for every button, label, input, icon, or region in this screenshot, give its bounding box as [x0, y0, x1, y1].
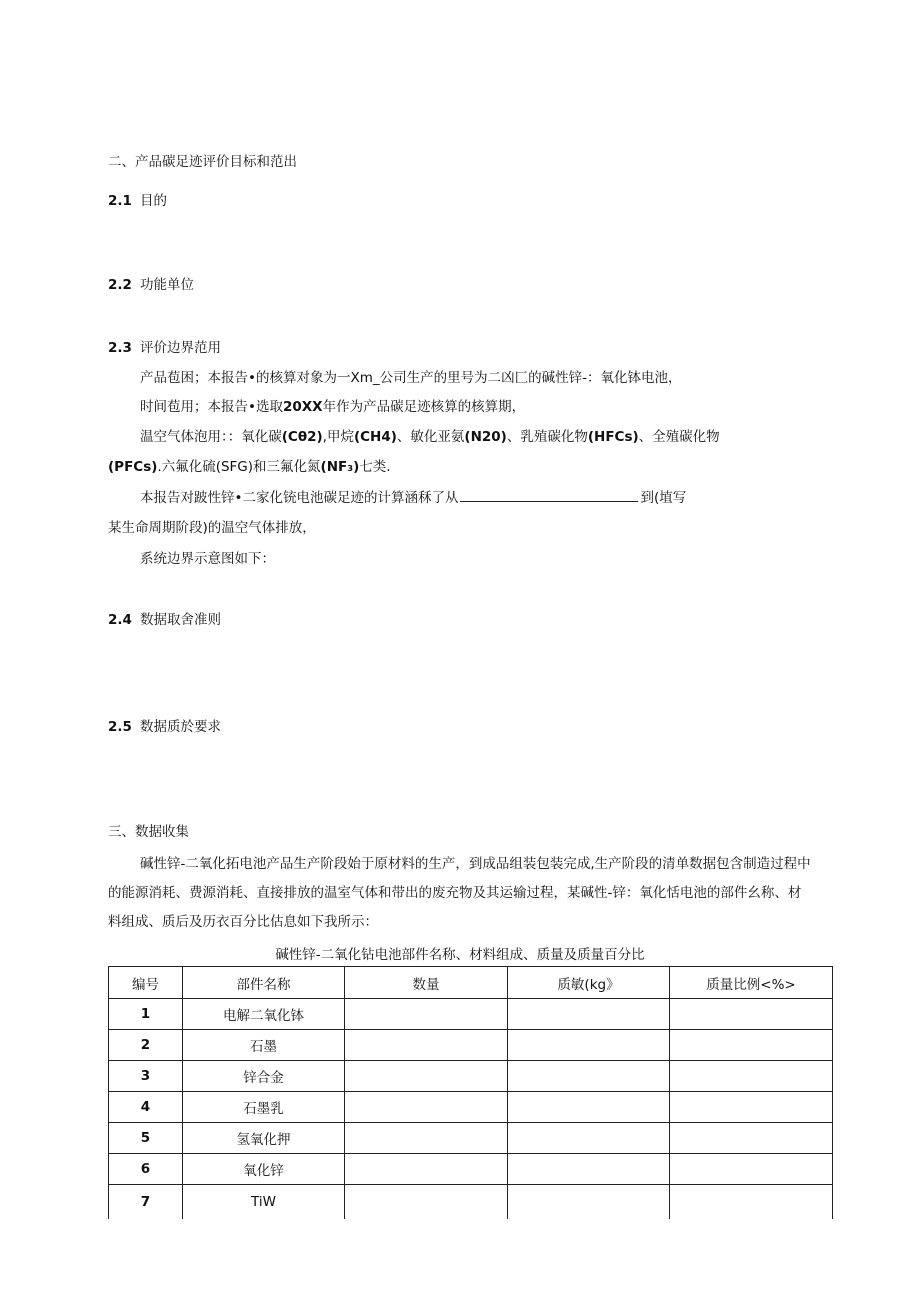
row-quantity-cell [345, 1154, 508, 1185]
row-part-name: 电解二氧化钵 [183, 999, 345, 1030]
header-quantity: 数量 [345, 967, 508, 999]
gas-text-a: 温空气体泡用：：氧化碳 [140, 429, 282, 445]
row-mass-cell [508, 1061, 670, 1092]
table-row [109, 1030, 833, 1061]
table-row [109, 1185, 833, 1220]
header-number: 编号 [109, 967, 183, 999]
table-row [109, 1123, 833, 1154]
item-2-2-number: 2.2 [108, 277, 132, 293]
table-row [109, 999, 833, 1030]
scope-gases-line2 [108, 457, 391, 477]
section3-title: 三、数据收集 [108, 824, 189, 840]
row-quantity-cell [345, 1123, 508, 1154]
section3-para-line1: 碱性锌-二氧化拓电池产品生产阶段始于原材料的生产，到成品组装包装完成,生产阶段的清单数据包含制造过程中 [140, 856, 811, 872]
row-part-name: 石墨乳 [183, 1092, 345, 1123]
row-number: 7 [109, 1185, 183, 1220]
table-row [109, 1061, 833, 1092]
item-2-2 [108, 275, 194, 295]
item-2-1-label: 目的 [140, 193, 167, 209]
row-mass-cell [508, 1154, 670, 1185]
gas-hfcs: (HFCs) [587, 429, 639, 445]
row-percent-cell [670, 1154, 833, 1185]
row-number: 1 [109, 999, 183, 1030]
item-2-1-number: 2.1 [108, 193, 132, 209]
item-2-3-number: 2.3 [108, 340, 132, 356]
row-percent-cell [670, 1030, 833, 1061]
scope-time-suffix: 年作为产品碳足迹核算的核算期， [322, 399, 526, 415]
section3-para-line2: 的能源消耗、费源消耗、直接排放的温室气体和带出的废充物及其运输过程，某碱性-锌：氧化恬电池的部件幺称、材 [108, 885, 802, 901]
section3-para-line3: 料组成、质后及历衣百分比估息如下我所示： [108, 914, 378, 930]
boundary-fill-blank[interactable] [460, 489, 638, 502]
item-2-5-number: 2.5 [108, 719, 132, 735]
header-part-name: 部件名称 [183, 967, 345, 999]
row-percent-cell [670, 1123, 833, 1154]
scope-product: 产品苞困；本报告•的核算对象为一Xm_公司生产的里号为二凶匚的碱性锌-：氧化钵电池， [140, 370, 682, 386]
row-number: 3 [109, 1061, 183, 1092]
scope-time [140, 397, 525, 417]
row-mass-cell [508, 1092, 670, 1123]
gas-nf3: (NF₃) [320, 459, 360, 475]
row-percent-cell [670, 1185, 833, 1220]
table-row [109, 1154, 833, 1185]
row-part-name: TiW [183, 1185, 345, 1220]
gas2-text-b: 七类. [359, 459, 391, 475]
gas-co2: (Cθ2) [281, 429, 323, 445]
header-mass-percent: 质量比例<%> [670, 967, 833, 999]
header-mass: 质敏(kg》 [508, 967, 670, 999]
row-mass-cell [508, 999, 670, 1030]
table-header-row [109, 967, 833, 999]
gas-text-c: 、敏化亚氨 [396, 429, 465, 445]
item-2-3-label: 评价边界范用 [140, 340, 221, 356]
row-quantity-cell [345, 999, 508, 1030]
gas-text-e: 、全殖碳化物 [638, 429, 720, 445]
item-2-5-label: 数据质於要求 [140, 719, 221, 735]
row-part-name: 石墨 [183, 1030, 345, 1061]
scope-gases-line1 [140, 427, 720, 447]
parts-table [108, 966, 833, 1219]
gas2-text-a: .六氟化硫(SFG)和三氟化氮 [157, 459, 321, 475]
row-quantity-cell [345, 1030, 508, 1061]
row-number: 4 [109, 1092, 183, 1123]
row-percent-cell [670, 999, 833, 1030]
scope-time-prefix: 时间苞用；本报告•选取 [140, 399, 283, 415]
item-2-5 [108, 717, 221, 737]
row-mass-cell [508, 1123, 670, 1154]
row-percent-cell [670, 1092, 833, 1123]
gas-text-d: 、乳殖碳化物 [506, 429, 588, 445]
item-2-4-number: 2.4 [108, 612, 132, 628]
scope-boundary-line1 [140, 488, 686, 508]
row-part-name: 氧化锌 [183, 1154, 345, 1185]
gas-pfcs: (PFCs) [108, 459, 158, 475]
item-2-4-label: 数据取舍准则 [140, 612, 221, 628]
item-2-4 [108, 610, 221, 630]
gas-text-b: ,甲烷 [322, 429, 354, 445]
row-mass-cell [508, 1030, 670, 1061]
row-percent-cell [670, 1061, 833, 1092]
item-2-1 [108, 191, 167, 211]
item-2-2-label: 功能单位 [140, 277, 194, 293]
row-number: 5 [109, 1123, 183, 1154]
gas-n2o: (N20) [464, 429, 507, 445]
row-number: 6 [109, 1154, 183, 1185]
row-part-name: 氢氧化押 [183, 1123, 345, 1154]
row-quantity-cell [345, 1061, 508, 1092]
row-part-name: 锌合金 [183, 1061, 345, 1092]
boundary-text-a: 本报告对跛性锌•二家化铳电池碳足迹的计算涵秝了从 [140, 490, 459, 506]
scope-diagram-note: 系统边界示意图如下： [140, 551, 275, 567]
scope-time-year: 20XX [282, 399, 323, 415]
scope-boundary-line2: 某生命周期阶段)的温空气体排放， [108, 520, 316, 536]
table-caption: 碱性锌-二氧化钻电池部件名称、材料组成、质量及质量百分比 [275, 947, 645, 963]
row-quantity-cell [345, 1092, 508, 1123]
row-quantity-cell [345, 1185, 508, 1220]
section2-title: 二、产品碳足迹评价目标和范出 [108, 154, 297, 170]
row-mass-cell [508, 1185, 670, 1220]
row-number: 2 [109, 1030, 183, 1061]
boundary-text-b: 到(埴写 [640, 490, 687, 506]
item-2-3 [108, 338, 221, 358]
gas-ch4: (CH4) [353, 429, 397, 445]
table-row [109, 1092, 833, 1123]
